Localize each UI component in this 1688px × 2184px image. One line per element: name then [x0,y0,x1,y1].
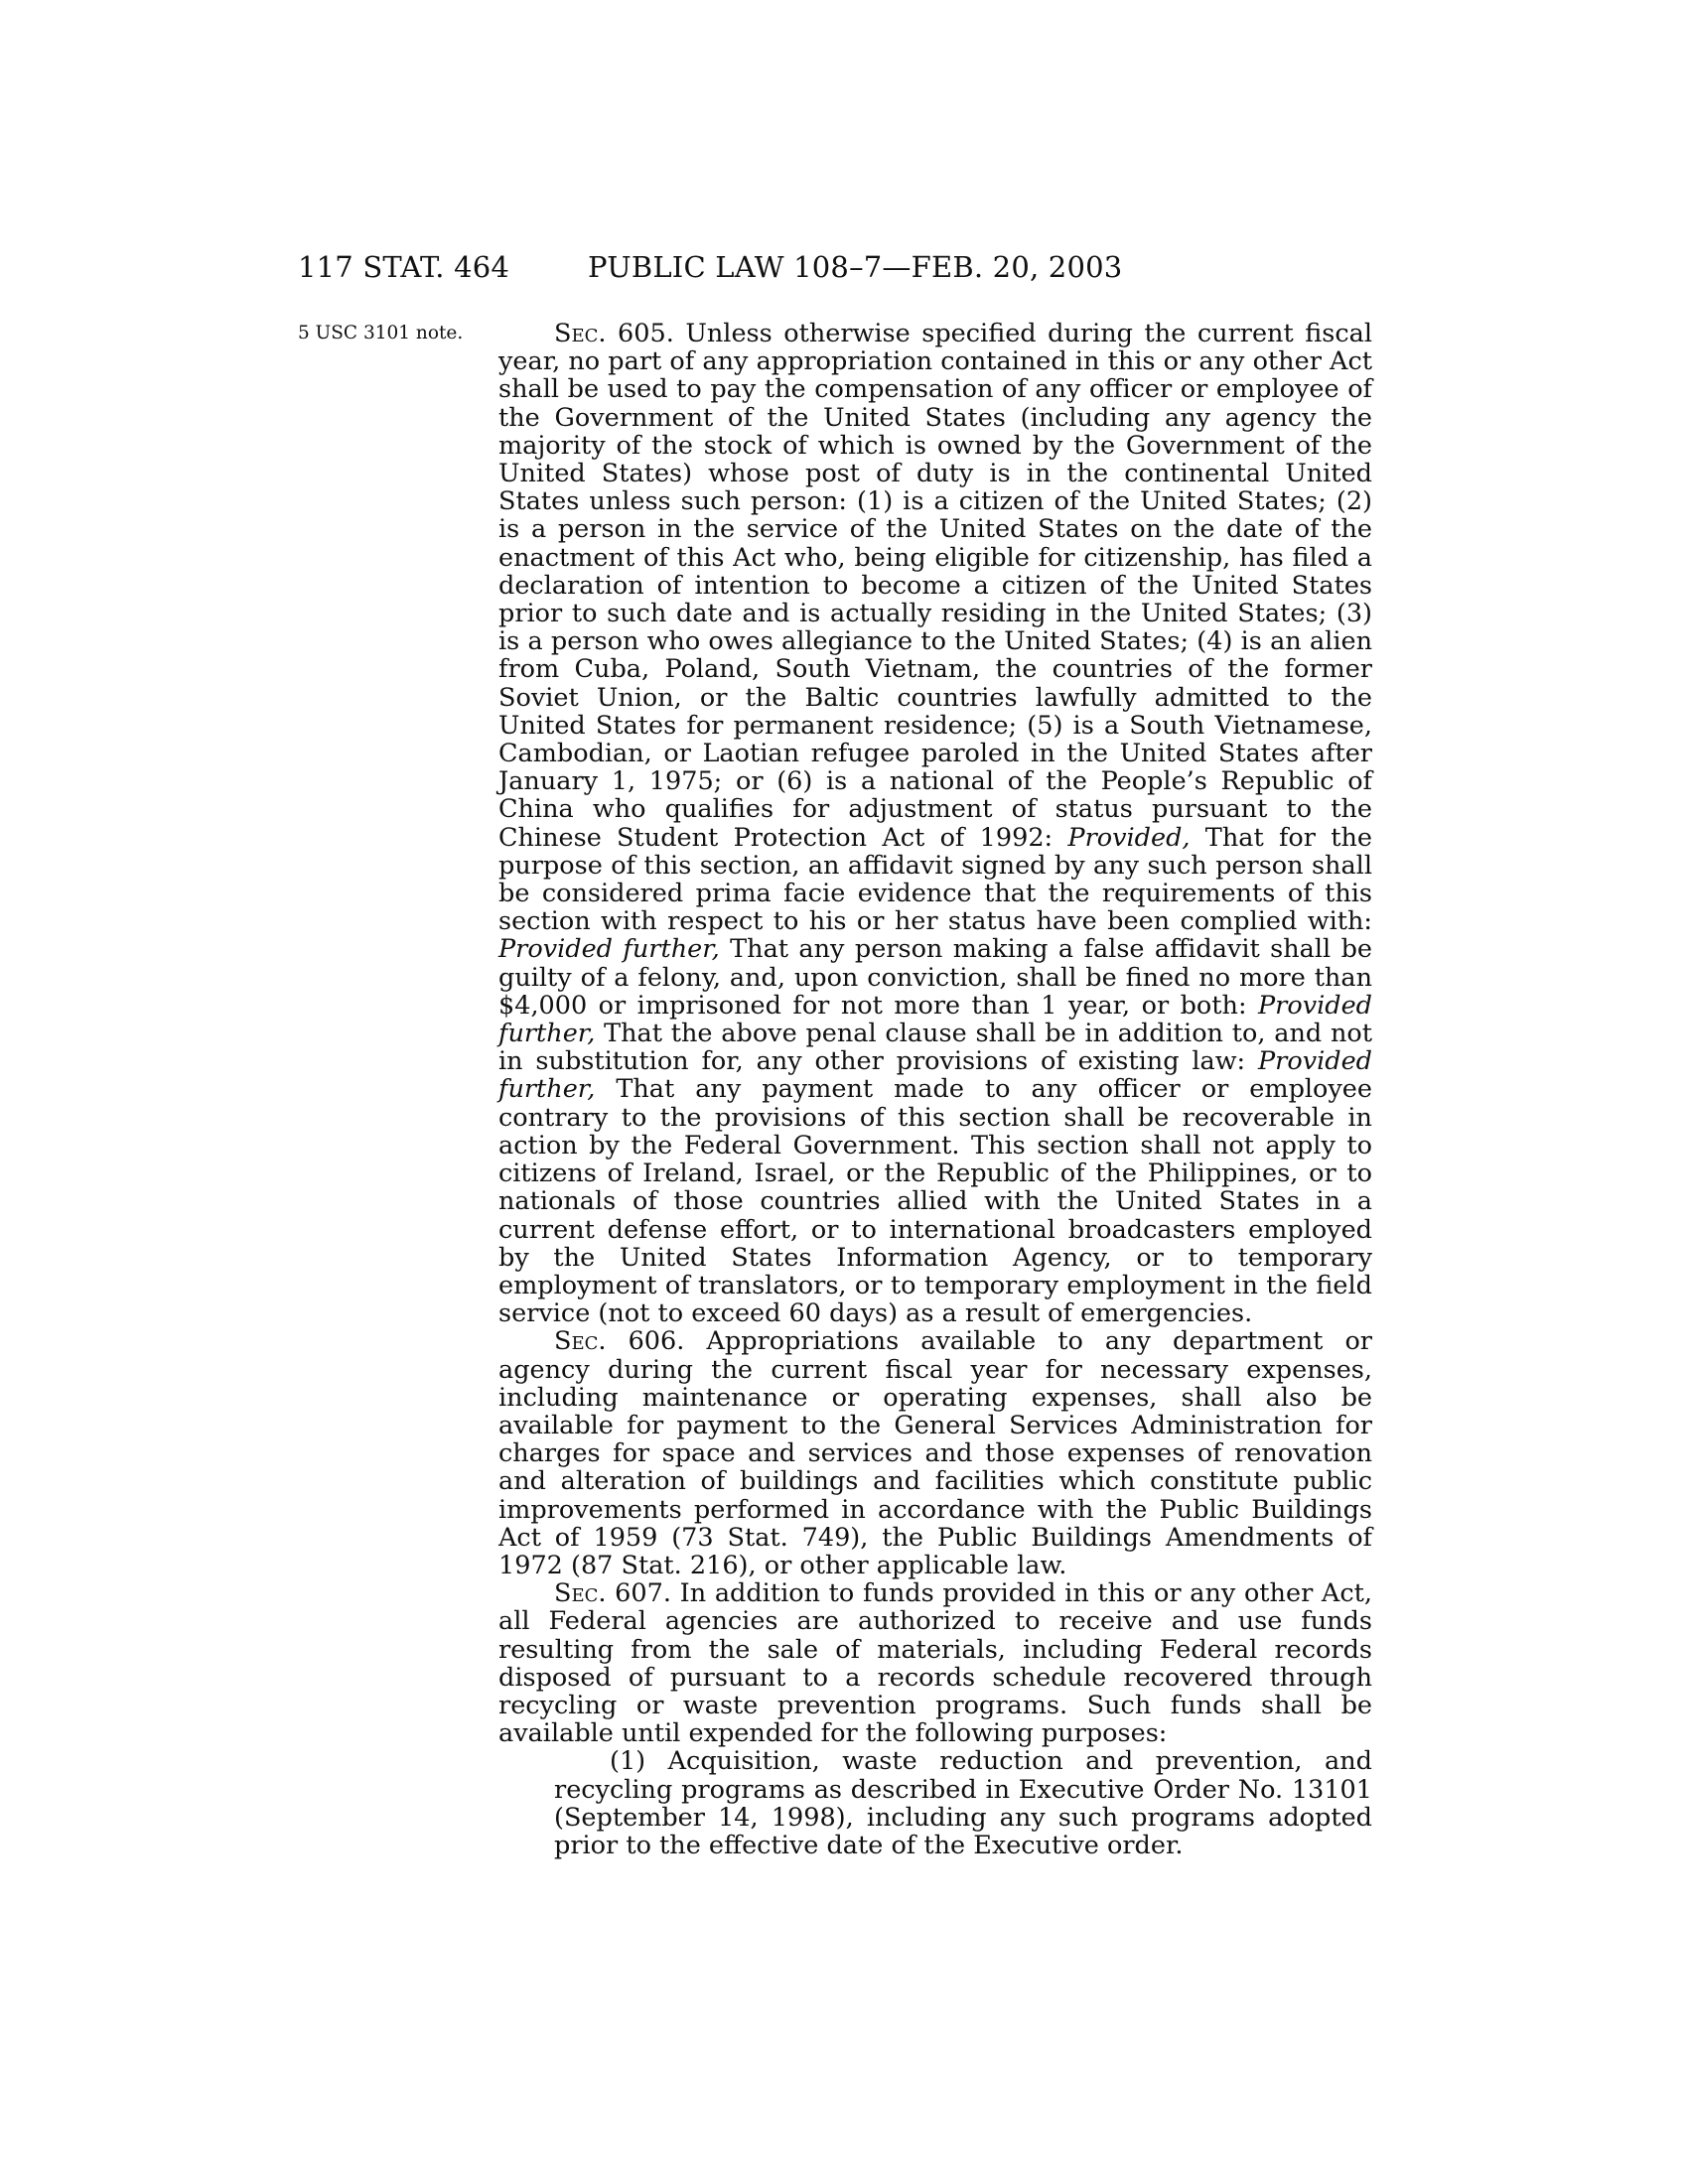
section-label: Sec. [554,1578,607,1609]
section-text: That the above penal clause shall be in addition to, and not in substitution for, any other provisions of existing law: [498,1019,1372,1077]
section-text: That for the purpose of this section, an affidavit signed by any such person shall be considered prima facie evidence that the requirements of this section with respect to his or her status have been complied with: [498,822,1372,937]
section-text: Unless otherwise specified during the current fiscal year, no part of any appropriation contained in this or any other Act shall be used to pay the compensation of any officer or employee of the Government of the United States (including any agency the majority of the stock of which is owned by the Government of the United States) whose post of duty is in the continental United States unless such person: (1) is a citizen of the United States; (2) is a person in the service of the United States on the date of the enactment of this Act who, being eligible for citizenship, has filed a declaration of intention to become a citizen of the United States prior to such date and is actually residing in the United States; (3) is a person who owes allegiance to the United States; (4) is an alien from Cuba, Poland, South Vietnam, the countries of the former Soviet Union, or the Baltic countries lawfully admitted to the United States for permanent residence; (5) is a South Vietnamese, Cambodian, or Laotian refugee paroled in the United States after January 1, 1975; or (6) is a national of the People’s Republic of China who qualifies for adjustment of status pursuant to the Chinese Student Protection Act of 1992: [498,319,1372,853]
proviso: Provided further, [498,934,720,965]
section-605 [498,320,1372,1327]
section-606 [498,1327,1372,1579]
section-text: Appropriations available to any department or agency during the current fiscal year for necessary expenses, including maintenance or operating expenses, shall also be available for payment to the General Services Administration for charges for space and services and those expenses of renovation and alteration of buildings and facilities which constitute public improvements performed in accordance with the Public Buildings Act of 1959 (73 Stat. 749), the Public Buildings Amendments of 1972 (87 Stat. 216), or other applicable law. [498,1326,1372,1580]
proviso: Provided further, [498,990,1372,1049]
section-number: 607. [606,1578,680,1609]
section-text: That any person making a false affidavit shall be guilty of a felony, and, upon conviction, shall be fined no more than $4,000 or imprisoned for not more than 1 year, or both: [498,934,1372,1021]
section-607 [498,1579,1372,1747]
section-number: 605. [606,319,686,348]
section-text: That any payment made to any officer or employee contrary to the provisions of this section shall be recoverable in action by the Federal Government. This section shall not apply to citizens of Ireland, Israel, or the Republic of the Philippines, or to nationals of those countries allied with the United States in a current defense effort, or to international broadcasters employed by the United States Information Agency, or to temporary employment of translators, or to temporary employment in the field service (not to exceed 60 days) as a result of emergencies. [498,1074,1372,1329]
document-body [498,320,1372,1859]
margin-note: 5 USC 3101 note. [298,323,464,343]
section-607-item-1: (1) Acquisition, waste reduction and prevention, and recycling programs as described in Executive Order No. 13101 (September 14, 1998), including any such programs adopted prior to the effective date of the Executive order. [554,1746,1372,1860]
proviso: Provided further, [498,1046,1372,1105]
section-number: 606. [606,1326,707,1357]
proviso: Provided, [1067,822,1191,853]
page-reference: 117 STAT. 464 [298,250,510,284]
section-label: Sec. [554,319,607,348]
page-title: PUBLIC LAW 108–7—FEB. 20, 2003 [588,250,1123,284]
section-text: In addition to funds provided in this or any other Act, all Federal agencies are authorized to receive and use funds resulting from the sale of materials, including Federal records disposed of pursuant to a records schedule recovered through recycling or waste prevention programs. Such funds shall be available until expended for the following purposes: [498,1578,1372,1749]
section-label: Sec. [554,1326,607,1357]
